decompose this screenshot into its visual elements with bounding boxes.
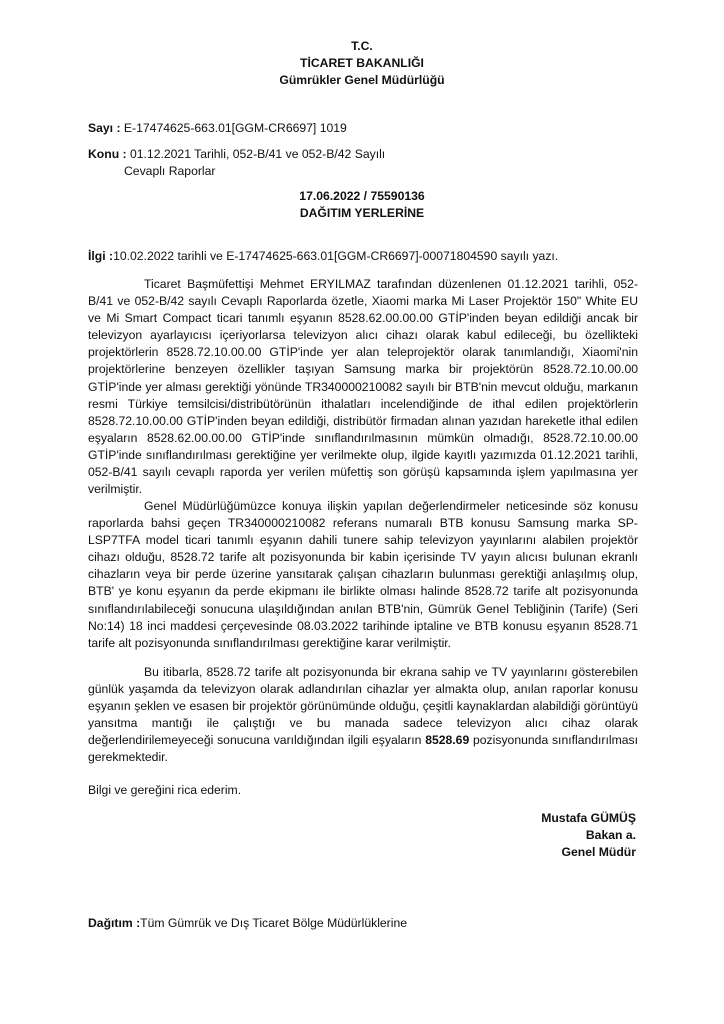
- date-reference: 17.06.2022 / 75590136: [299, 189, 425, 203]
- konu-value-line-2: Cevaplı Raporlar: [124, 164, 216, 178]
- paragraph-3-text-a: Bu itibarla, 8528.72 tarife alt pozisyonunda bir ekrana sahip ve TV yayınlarını gösterebilen günlük yaşamda da televizyon olarak adlandırılan cihazlar yer almakta olup, anılan raporlar konusu eşyanın şeklen ve esasen bir projektör görünümünde olduğu, çeşitli kaynaklardan alabildiği görüntüyü yansıtma mantığı ile çalıştığı ve bu manada sadece televizyon alıcı cihaz olarak değerlendirilemeyeceği sonucuna varıldığından ilgili eşyaların: [88, 665, 638, 748]
- signatory-name: Mustafa GÜMÜŞ: [541, 811, 636, 825]
- dagitim-label: Dağıtım :: [88, 916, 141, 930]
- closing-line: Bilgi ve gereğini rica ederim.: [88, 783, 242, 797]
- dagitim-value: Tüm Gümrük ve Dış Ticaret Bölge Müdürlüklerine: [140, 916, 408, 930]
- sayi-value: E-17474625-663.01[GGM-CR6697] 1019: [120, 121, 347, 135]
- letterhead-line-1: T.C.: [351, 39, 373, 53]
- date-reference-block: [0, 188, 724, 222]
- konu-label: Konu :: [88, 147, 127, 161]
- letterhead: [0, 38, 724, 89]
- paragraph-2: [88, 498, 638, 652]
- paragraph-3-text-b: pozisyonunda sınıflandırılması gerekmektedir.: [88, 733, 638, 765]
- ilgi-line: [88, 248, 558, 265]
- distribution-heading: DAĞITIM YERLERİNE: [299, 206, 425, 220]
- signature-block: [541, 810, 636, 861]
- letterhead-ministry: TİCARET BAKANLIĞI: [300, 56, 424, 70]
- konu-value: 01.12.2021 Tarihli, 052-B/41 ve 052-B/42 Sayılı: [126, 147, 386, 161]
- paragraph-1-text: Ticaret Başmüfettişi Mehmet ERYILMAZ tarafından düzenlenen 01.12.2021 tarihli, 052-B/41 ve 052-B/42 sayılı Cevaplı Raporlarda özetle, Xiaomi marka Mi Laser Projektör 150" White EU ve Mi Smart Compact ticari tanımlı eşyanın 8528.62.00.00.00 GTİP'inden beyan edildiği ancak bir televizyon ayarlayıcısı içeriyorlarsa televizyon alıcı cihazı olarak kabul edileceği, bu özellikteki projektörlerin 8528.72.10.00.00 GTİP'inde yer alan teleprojektör olarak tanımlandığı, Xiaomi'nin projektörlerine benzeyen özellikler taşıyan Samsung marka bir projektörün 8528.72.10.00.00 GTİP'inde yer alması gerektiği yönünde TR340000210082 sayılı bir BTB'nin mevcut olduğu, markanın resmi Türkiye temsilcisi/distribütörünün ithalatları incelendiğinde de ithal edilen projektörlerin 8528.72.10.00.00 GTİP'inden beyan edildiği, distribütör firmadan alınan yazıdan hareketle ithal edilen eşyaların 8528.62.00.00.00 GTİP'inde sınıflandırılmasının mümkün olmadığı, 8528.72.10.00.00 GTİP'inde sınıflandırılması gerektiğine yer verilmekte olup, ilgide kayıtlı yazımızda 01.12.2021 tarihli, 052-B/41 sayılı cevaplı raporda yer verilen müfettiş son görüşü kapsamında işlem yapılmasına yer verilmiştir.: [88, 277, 638, 497]
- paragraph-3: [88, 664, 638, 767]
- paragraph-2-text: Genel Müdürlüğümüzce konuya ilişkin yapılan değerlendirmeler neticesinde söz konusu raporlarda bahsi geçen TR340000210082 referans numaralı BTB konusu Samsung marka SP-LSP7TFA model ticari tanımlı eşyanın dahili tunere sahip televizyon yayınlarını alabilen projektör cihazı olduğu, 8528.72 tarife alt pozisyonunda bir kabin içerisinde TV yayın alıcısı bulunan ekranlı cihazların veya bir perde üzerine yansıtarak çalışan cihazların bulunması gerektiği anlaşılmış olup, BTB' ye konu eşyanın da perde ekipmanı ile birlikte olması halinde 8528.72 tarife alt pozisyonunda sınıflandırılabileceği sonucuna ulaşıldığından anılan BTB'nin, Gümrük Genel Tebliğinin (Tarife) (Seri No:14) 18 inci maddesi çerçevesinde 08.03.2022 tarihinde iptaline ve BTB konusu eşyanın 8528.71 tarife alt pozisyonunda sınıflandırılması gerektiğine karar verilmiştir.: [88, 499, 638, 650]
- paragraph-1: [88, 276, 638, 498]
- signatory-title-1: Bakan a.: [585, 828, 636, 842]
- letterhead-directorate: Gümrükler Genel Müdürlüğü: [279, 73, 445, 87]
- ilgi-label: İlgi :: [88, 249, 114, 263]
- paragraph-3-highlight: 8528.69: [425, 733, 470, 748]
- konu-block: [88, 146, 385, 180]
- ilgi-value: 10.02.2022 tarihli ve E-17474625-663.01[GGM-CR6697]-00071804590 sayılı yazı.: [113, 249, 559, 263]
- sayi-label: Sayı :: [88, 121, 121, 135]
- sayi-line: [88, 120, 347, 137]
- dagitim-line: [88, 915, 407, 932]
- signatory-title-2: Genel Müdür: [561, 845, 636, 859]
